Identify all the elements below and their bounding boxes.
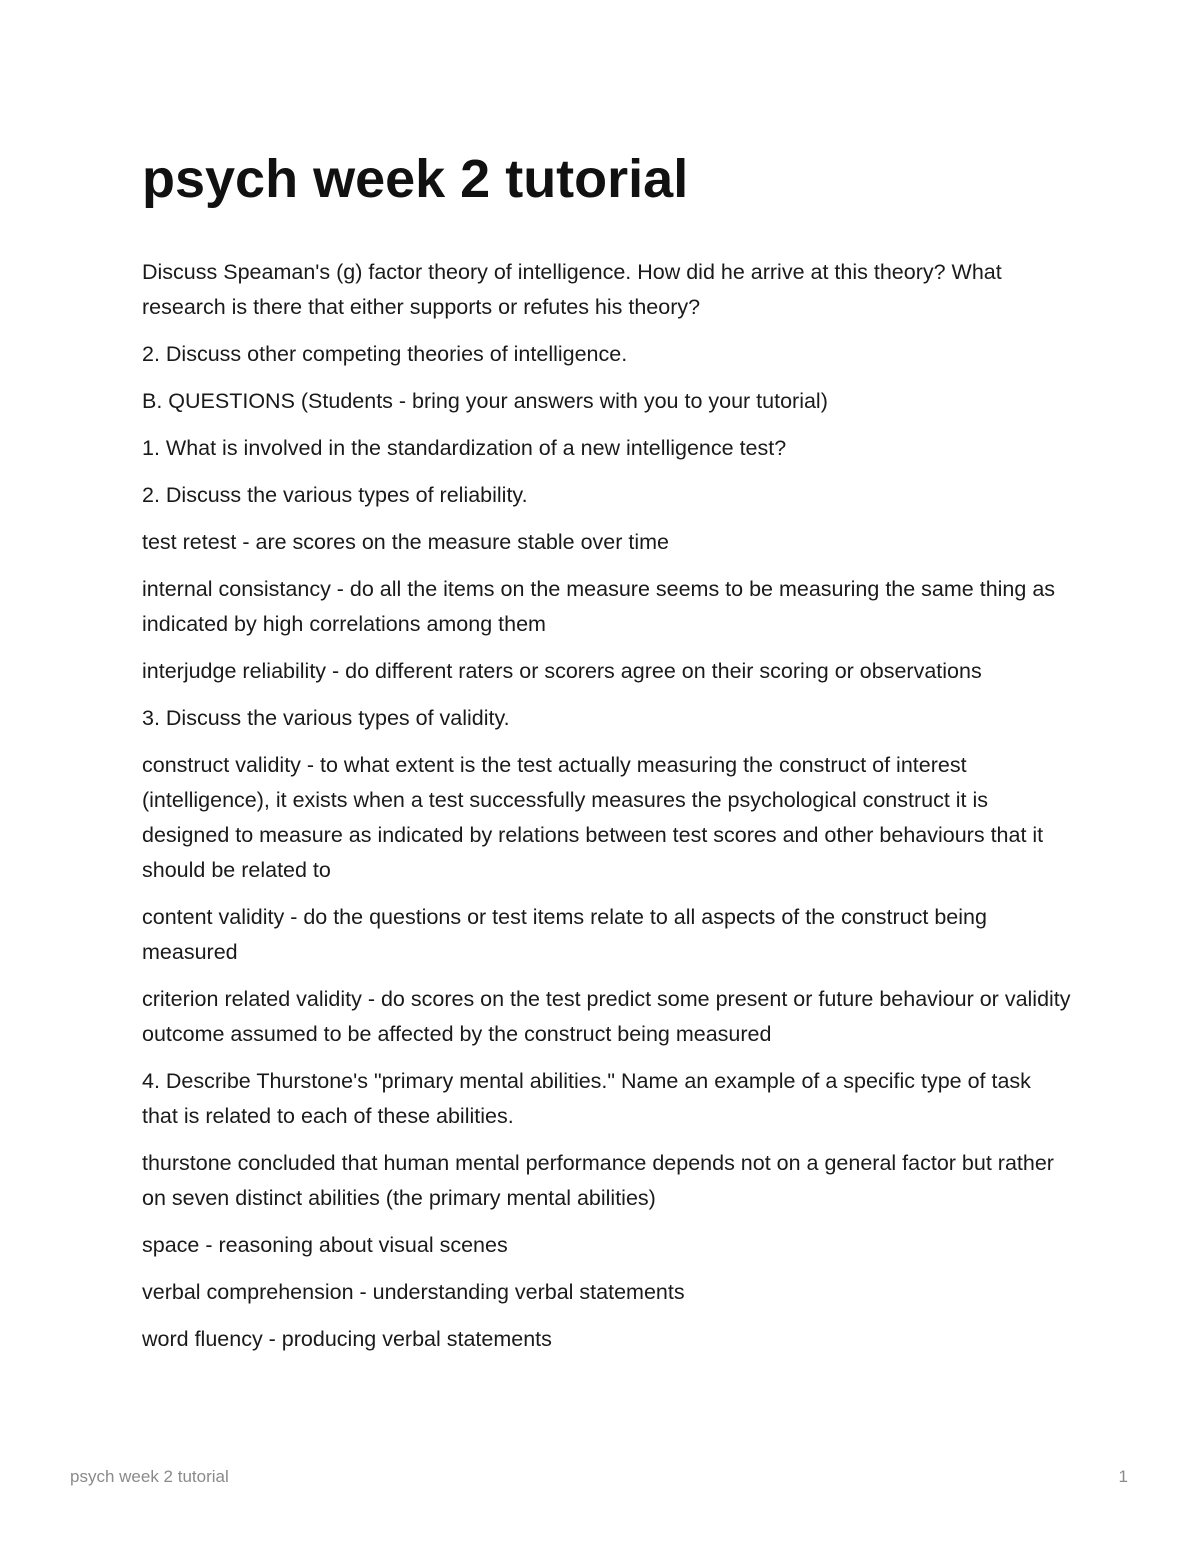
footer-page-number: 1 <box>1118 1467 1128 1486</box>
paragraph-criterion-validity: criterion related validity - do scores on the test predict some present or future behaviour or validity outcome assumed to be affected by the construct being measured <box>142 987 1071 1046</box>
paragraph-test-retest: test retest - are scores on the measure stable over time <box>142 530 669 554</box>
paragraph-interjudge-reliability: interjudge reliability - do different raters or scorers agree on their scoring or observations <box>142 659 982 683</box>
paragraph-question-thurstone: 4. Describe Thurstone's "primary mental abilities." Name an example of a specific type of task that is related to each of these abilities. <box>142 1069 1031 1128</box>
paragraph-competing-theories: 2. Discuss other competing theories of intelligence. <box>142 342 628 366</box>
paragraph-internal-consistancy: internal consistancy - do all the items on the measure seems to be measuring the same thing as indicated by high correlations among them <box>142 577 1056 636</box>
paragraph-word-fluency: word fluency - producing verbal statements <box>142 1327 552 1351</box>
paragraph-content-validity: content validity - do the questions or test items relate to all aspects of the construct being measured <box>142 905 987 964</box>
paragraph-question-reliability: 2. Discuss the various types of reliability. <box>142 483 528 507</box>
footer-title: psych week 2 tutorial <box>70 1467 229 1486</box>
document-body <box>142 255 1072 1369</box>
paragraph-thurstone-conclusion: thurstone concluded that human mental performance depends not on a general factor but rather on seven distinct abilities (the primary mental abilities) <box>142 1151 1054 1210</box>
paragraph-construct-validity: construct validity - to what extent is the test actually measuring the construct of interest (intelligence), it exists when a test successfully measures the psychological construct it is designed to measure as indicated by relations between test scores and other behaviours that it should be related to <box>142 753 1044 882</box>
paragraph-space: space - reasoning about visual scenes <box>142 1233 508 1257</box>
paragraph-speaman-theory: Discuss Speaman's (g) factor theory of intelligence. How did he arrive at this theory? What research is there that either supports or refutes his theory? <box>142 260 1002 319</box>
paragraph-question-standardization: 1. What is involved in the standardization of a new intelligence test? <box>142 436 787 460</box>
paragraph-question-validity: 3. Discuss the various types of validity. <box>142 706 510 730</box>
paragraph-questions-heading: B. QUESTIONS (Students - bring your answers with you to your tutorial) <box>142 389 828 413</box>
paragraph-verbal-comprehension: verbal comprehension - understanding verbal statements <box>142 1280 685 1304</box>
page-title: psych week 2 tutorial <box>142 149 689 209</box>
